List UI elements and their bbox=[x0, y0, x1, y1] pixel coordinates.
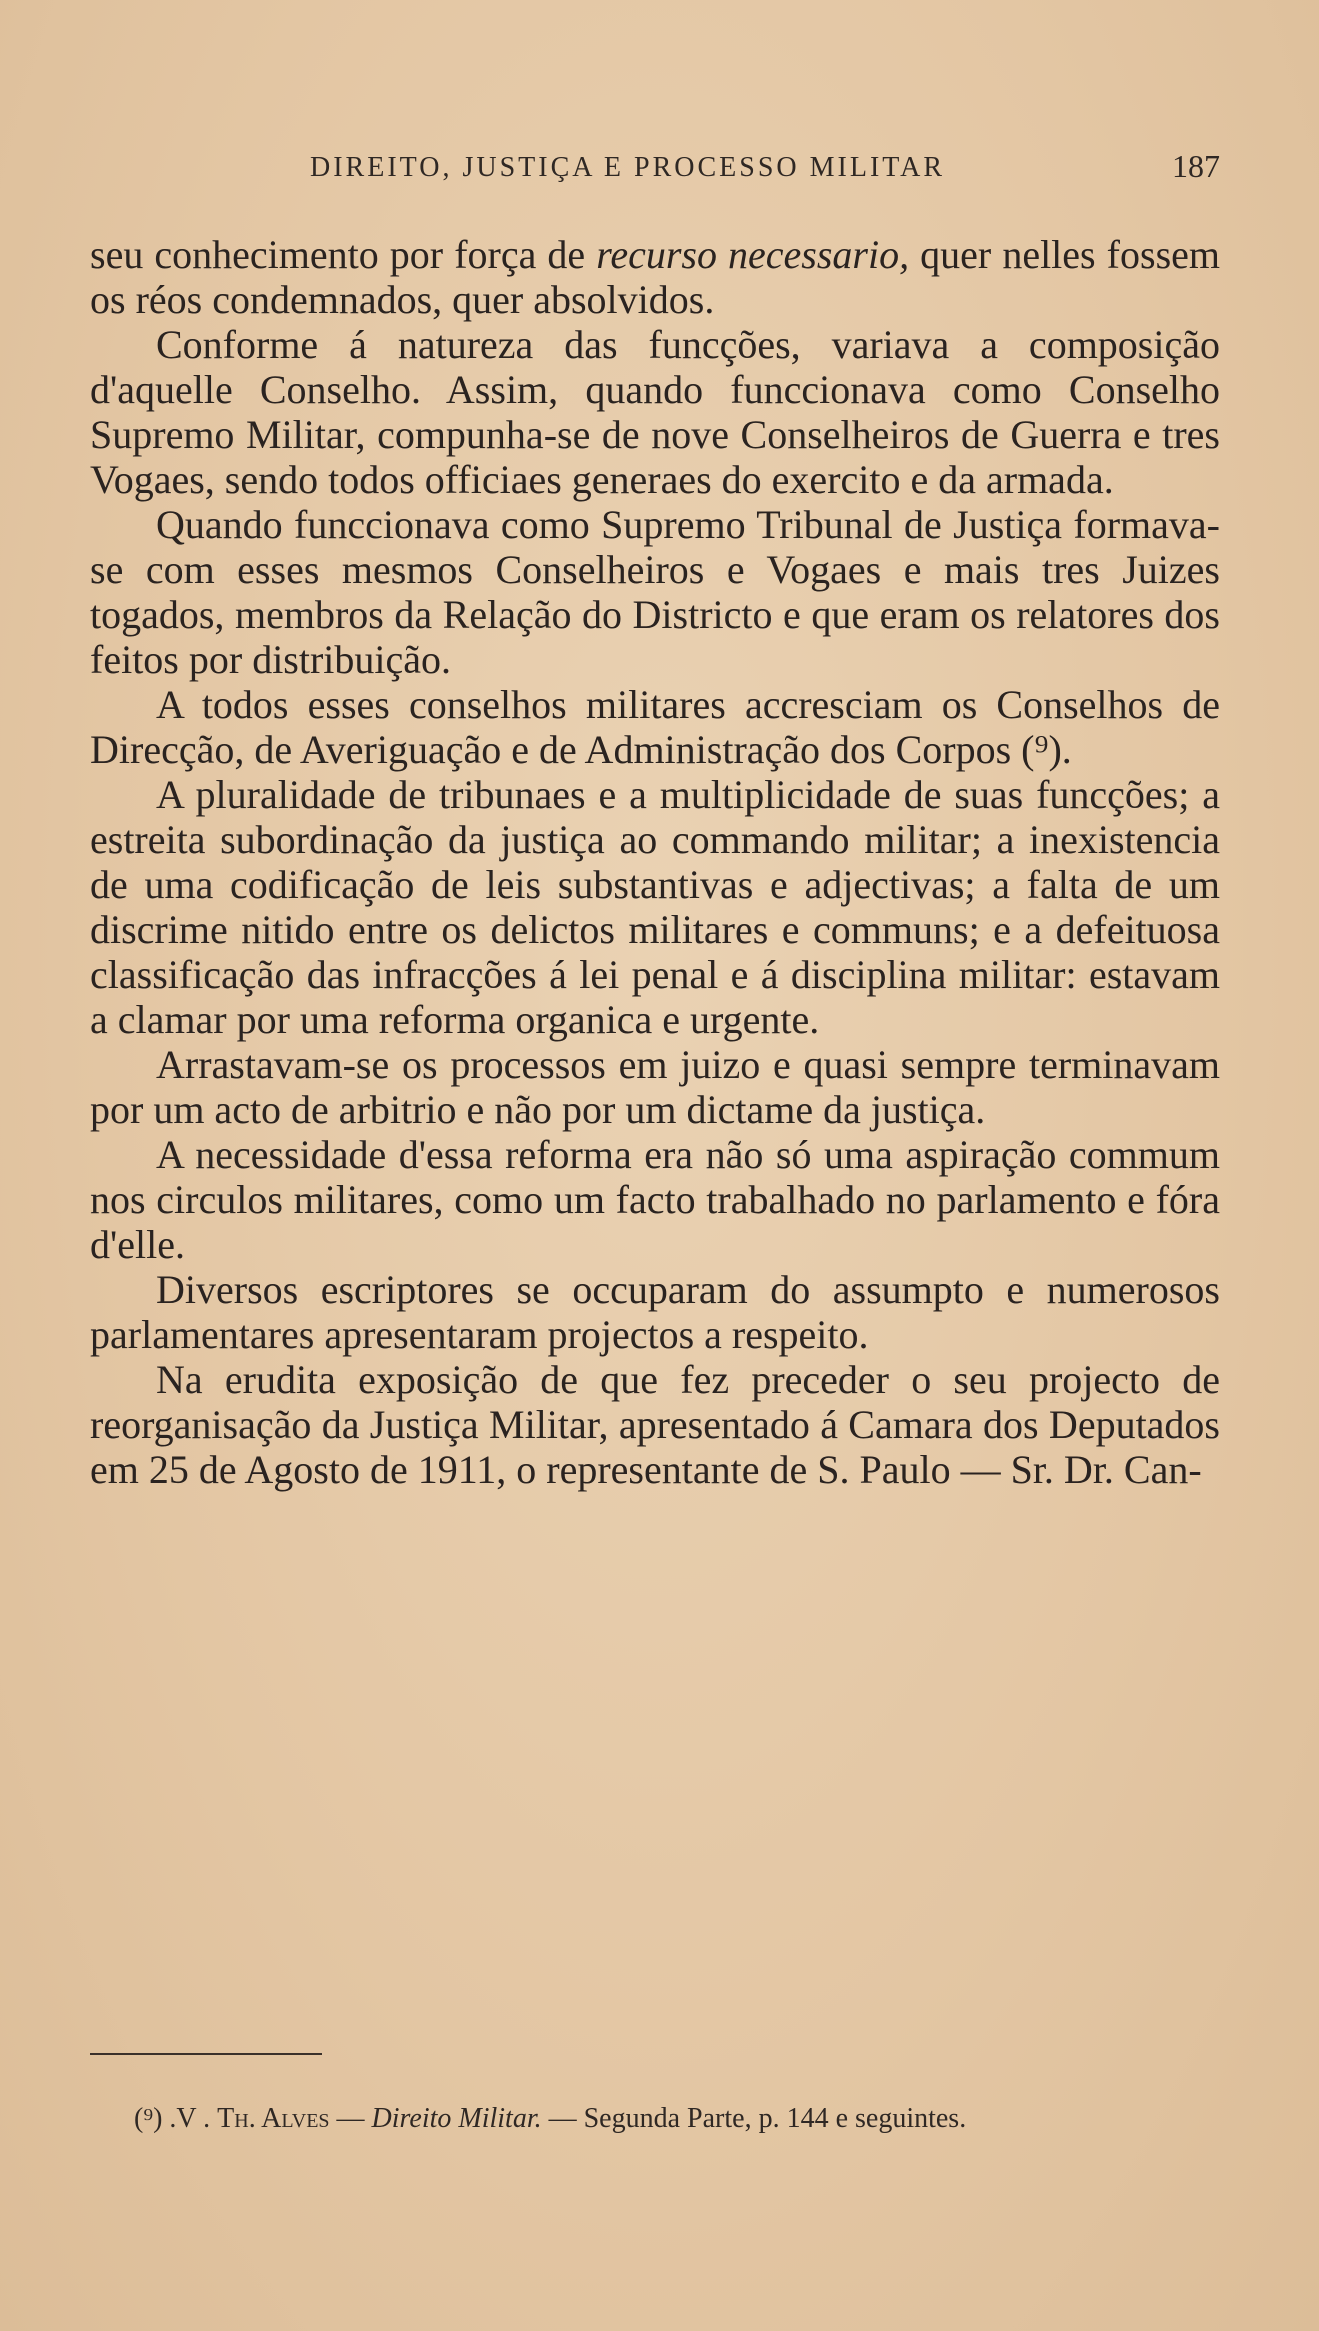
paragraph-8: Diversos escriptores se occuparam do assumpto e numerosos parlamentares apresentaram projectos a respeito. bbox=[90, 1267, 1220, 1357]
paragraph-2: Conforme á natureza das funcções, variava a composição d'aquelle Conselho. Assim, quando funccionava como Conselho Supremo Militar, compunha-se de nove Conselheiros de Guerra e tres Vogaes, sendo todos officiaes generaes do exercito e da armada. bbox=[90, 322, 1220, 502]
paragraph-3: Quando funccionava como Supremo Tribunal de Justiça formava-se com esses mesmos Conselheiros e Vogaes e mais tres Juizes togados, membros da Relação do Districto e que eram os relatores dos feitos por distribuição. bbox=[90, 502, 1220, 682]
paragraph-7: A necessidade d'essa reforma era não só uma aspiração commum nos circulos militares, como um facto trabalhado no parlamento e fóra d'elle. bbox=[90, 1132, 1220, 1267]
paragraph-5: A pluralidade de tribunaes e a multiplicidade de suas funcções; a estreita subordinação da justiça ao commando militar; a inexistencia de uma codificação de leis substantivas e adjectivas; a falta de um discrime nitido entre os delictos militares e communs; e a defeituosa classificação das infracções á lei penal e á disciplina militar: estavam a clamar por uma reforma organica e urgente. bbox=[90, 772, 1220, 1042]
body-text bbox=[90, 232, 1220, 1492]
italic-term: recurso necessario, bbox=[596, 232, 910, 277]
running-title: DIREITO, JUSTIÇA E PROCESSO MILITAR bbox=[310, 152, 946, 183]
footnote-author: Th. Alves bbox=[217, 2103, 330, 2134]
paragraph-4: A todos esses conselhos militares accresciam os Conselhos de Direcção, de Averiguação e de Administração dos Corpos (⁹). bbox=[90, 682, 1220, 772]
footnote bbox=[90, 2102, 1220, 2136]
footnote-marker: (⁹) bbox=[134, 2103, 163, 2134]
page-number: 187 bbox=[1172, 148, 1220, 184]
page-header bbox=[90, 148, 1220, 192]
paragraph-1: seu conhecimento por força de recurso necessario, quer nelles fossem os réos condemnados, quer absolvidos. bbox=[90, 232, 1221, 322]
paragraph-9: Na erudita exposição de que fez preceder o seu projecto de reorganisação da Justiça Militar, apresentado á Camara dos Deputados em 25 de Agosto de 1911, o representante de S. Paulo — Sr. Dr. Can- bbox=[90, 1357, 1220, 1492]
paragraph-6: Arrastavam-se os processos em juizo e quasi sempre terminavam por um acto de arbitrio e não por um dictame da justiça. bbox=[90, 1042, 1220, 1132]
footnote-divider bbox=[90, 2053, 322, 2055]
footnote-work-title: Direito Militar. bbox=[371, 2103, 542, 2134]
footnote-text: (⁹) .V . Th. Alves — Direito Militar. — Segunda Parte, p. 144 e seguintes. bbox=[134, 2103, 967, 2134]
